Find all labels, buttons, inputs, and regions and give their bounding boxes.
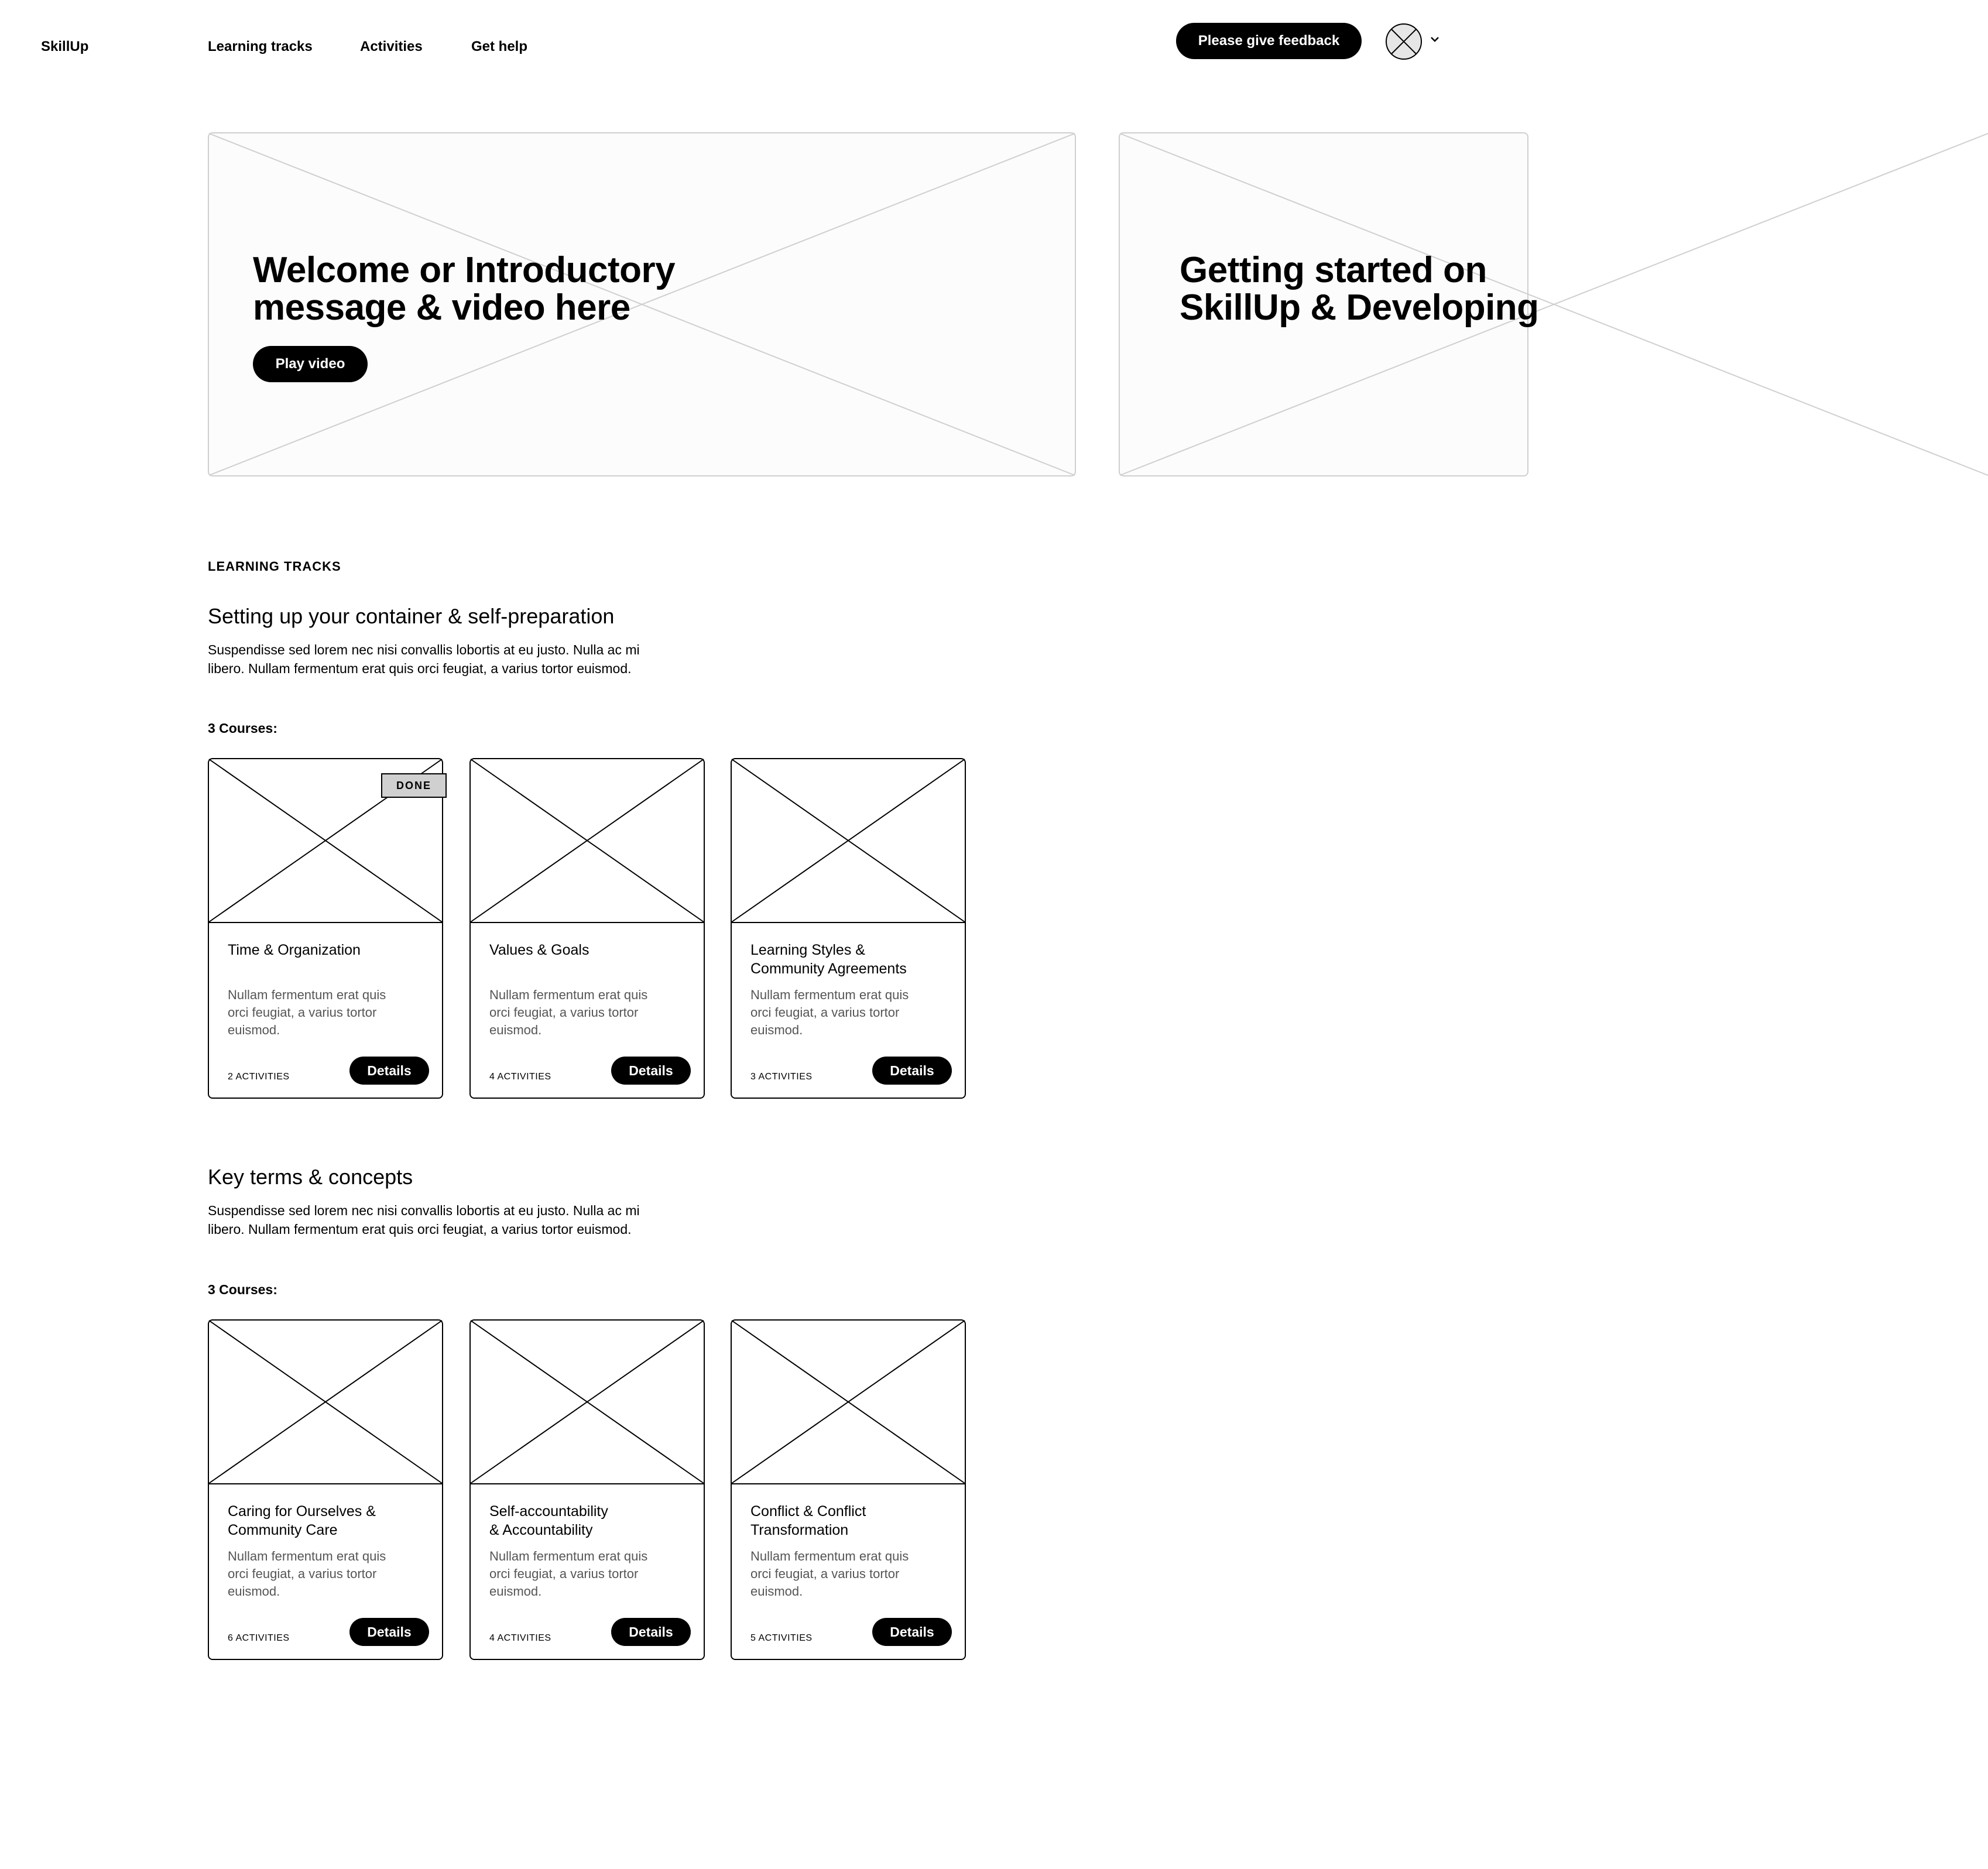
course-thumbnail (732, 759, 965, 923)
course-title: Values & Goals (489, 942, 589, 958)
course-card-self-accountability[interactable] (469, 1319, 705, 1660)
course-title: Learning Styles & Community Agreements (750, 942, 907, 977)
details-button[interactable]: Details (349, 1618, 429, 1646)
hero-card-getting-started[interactable] (1119, 132, 1539, 476)
activities-count: 4 ACTIVITIES (489, 1633, 551, 1643)
nav-activities[interactable]: Activities (360, 39, 423, 54)
course-card-caring[interactable] (208, 1319, 443, 1660)
details-button[interactable]: Details (349, 1057, 429, 1085)
course-title: Time & Organization (228, 942, 361, 958)
activities-count: 5 ACTIVITIES (750, 1633, 813, 1643)
done-badge: DONE (381, 773, 447, 798)
activities-count: 3 ACTIVITIES (750, 1072, 813, 1082)
details-button[interactable]: Details (872, 1618, 952, 1646)
course-count: 3 Courses: (208, 721, 277, 736)
nav-get-help[interactable]: Get help (471, 39, 528, 54)
course-card-conflict[interactable] (731, 1319, 966, 1660)
track-title: Key terms & concepts (208, 1165, 413, 1189)
course-description: Nullam fermentum erat quis orci feugiat, a varius tortor euismod. (228, 1549, 386, 1599)
course-thumbnail (732, 1321, 965, 1484)
image-placeholder-icon (732, 1321, 965, 1483)
nav-learning-tracks[interactable]: Learning tracks (208, 39, 313, 54)
course-title: Conflict & Conflict Transformation (750, 1503, 866, 1538)
course-thumbnail (471, 1321, 704, 1484)
course-card-learning-styles[interactable] (731, 758, 966, 1099)
hero-card-welcome (208, 132, 1076, 476)
play-video-button[interactable]: Play video (253, 346, 368, 382)
details-button[interactable]: Details (611, 1057, 691, 1085)
logo[interactable]: SkillUp (41, 39, 89, 54)
details-button[interactable]: Details (611, 1618, 691, 1646)
avatar[interactable] (1385, 23, 1423, 60)
details-button[interactable]: Details (872, 1057, 952, 1085)
image-placeholder-icon (471, 759, 704, 922)
image-placeholder-icon (209, 1321, 442, 1483)
track-title: Setting up your container & self-preparation (208, 604, 615, 628)
course-description: Nullam fermentum erat quis orci feugiat, a varius tortor euismod. (228, 987, 386, 1037)
track-description: Suspendisse sed lorem nec nisi convallis lobortis at eu justo. Nulla ac mi libero. Nullam fermentum erat quis orci feugiat, a varius tortor euismod. (208, 1203, 640, 1237)
track-description: Suspendisse sed lorem nec nisi convallis lobortis at eu justo. Nulla ac mi libero. Nullam fermentum erat quis orci feugiat, a varius tortor euismod. (208, 642, 640, 676)
activities-count: 2 ACTIVITIES (228, 1072, 290, 1082)
avatar-placeholder-icon (1385, 23, 1423, 60)
activities-count: 4 ACTIVITIES (489, 1072, 551, 1082)
course-thumbnail (471, 759, 704, 923)
section-kicker: LEARNING TRACKS (208, 559, 341, 574)
hero-title: Getting started on SkillUp & Developing (1180, 250, 1539, 328)
course-title: Caring for Ourselves & Community Care (228, 1503, 376, 1538)
course-thumbnail (209, 1321, 442, 1484)
chevron-down-icon[interactable] (1430, 35, 1440, 43)
course-card-time-organization[interactable] (208, 758, 443, 1099)
image-placeholder-icon (732, 759, 965, 922)
course-count: 3 Courses: (208, 1282, 277, 1297)
course-title: Self-accountability & Accountability (489, 1503, 608, 1538)
course-description: Nullam fermentum erat quis orci feugiat, a varius tortor euismod. (750, 987, 909, 1037)
activities-count: 6 ACTIVITIES (228, 1633, 290, 1643)
image-placeholder-icon (471, 1321, 704, 1483)
feedback-button[interactable]: Please give feedback (1176, 23, 1362, 59)
course-description: Nullam fermentum erat quis orci feugiat, a varius tortor euismod. (489, 1549, 648, 1599)
course-description: Nullam fermentum erat quis orci feugiat, a varius tortor euismod. (750, 1549, 909, 1599)
hero-title: Welcome or Introductory message & video here (253, 250, 676, 328)
course-card-values-goals[interactable] (469, 758, 705, 1099)
course-description: Nullam fermentum erat quis orci feugiat, a varius tortor euismod. (489, 987, 648, 1037)
